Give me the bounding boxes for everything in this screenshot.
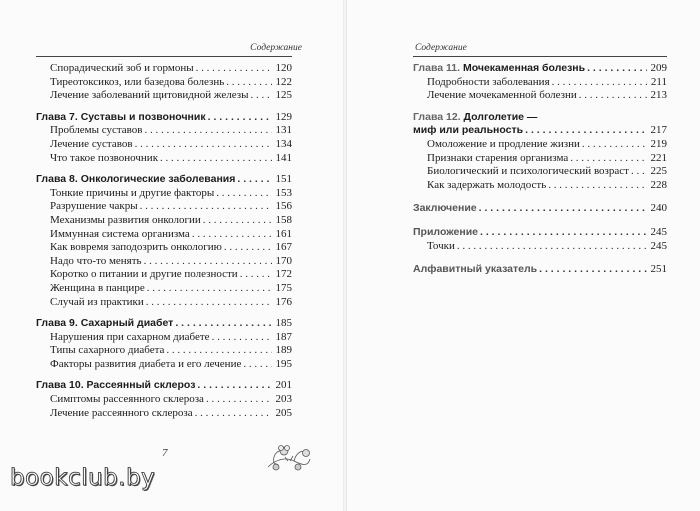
leader-dots xyxy=(548,179,647,193)
chapter-label: Глава 8. xyxy=(36,173,78,186)
leader-dots xyxy=(570,152,647,166)
page-ref: 141 xyxy=(275,151,292,164)
header-rule xyxy=(413,56,667,57)
page-ref: 189 xyxy=(275,344,292,357)
leader-dots xyxy=(552,76,647,90)
leader-dots xyxy=(539,263,647,277)
page-ref: 122 xyxy=(275,75,292,88)
leader-dots xyxy=(144,255,272,269)
watermark-logo: bookclub.by xyxy=(10,465,156,491)
toc-entry[interactable] xyxy=(36,89,292,103)
entry-title: Случай из практики xyxy=(50,295,144,308)
toc-entry[interactable] xyxy=(36,393,292,407)
entry-title: Как задержать молодость xyxy=(427,178,547,191)
page-ref: 245 xyxy=(650,225,667,238)
toc-entry[interactable] xyxy=(36,296,292,310)
entry-title: Иммунная система организма xyxy=(50,227,190,240)
toc-entry[interactable] xyxy=(36,124,292,138)
entry-title: Подробности заболевания xyxy=(427,75,550,88)
toc-entry[interactable] xyxy=(36,358,292,372)
chapter-title-line1: Долголетие — xyxy=(463,110,538,123)
entry-title: Факторы развития диабета и его лечение xyxy=(50,357,242,370)
toc-entry[interactable] xyxy=(413,76,667,90)
entry-title: Разрушение чакры xyxy=(50,200,138,213)
leader-dots xyxy=(206,393,272,407)
leader-dots xyxy=(196,62,272,76)
toc-chapter-11[interactable] xyxy=(413,62,667,76)
leader-dots xyxy=(226,76,272,90)
toc-entry[interactable] xyxy=(36,282,292,296)
floral-ornament-icon xyxy=(264,437,312,475)
toc-entry[interactable] xyxy=(36,344,292,358)
leader-dots xyxy=(197,379,272,393)
chapter-label: Глава 9. xyxy=(36,317,78,330)
toc-chapter[interactable] xyxy=(36,317,292,331)
page-ref: 161 xyxy=(275,227,292,240)
page-ref: 228 xyxy=(650,178,667,191)
toc-entry[interactable] xyxy=(413,179,667,193)
toc-entry[interactable] xyxy=(36,255,292,269)
entry-title: Тонкие причины и другие факторы xyxy=(50,186,215,199)
page-ref: 240 xyxy=(650,202,667,215)
page-ref: 131 xyxy=(275,124,292,137)
page-ref: 172 xyxy=(275,268,292,281)
page-ref: 185 xyxy=(275,317,292,330)
toc-entry[interactable] xyxy=(413,240,667,254)
page-ref: 245 xyxy=(650,239,667,252)
leader-dots xyxy=(579,89,647,103)
page-ref: 158 xyxy=(275,213,292,226)
chapter-label: Глава 12. xyxy=(413,110,461,123)
entry-title: Механизмы развития онкологии xyxy=(50,213,201,226)
toc-entry[interactable] xyxy=(36,200,292,214)
leader-dots xyxy=(192,228,272,242)
chapter-title: Мочекаменная болезнь xyxy=(462,62,586,74)
leader-dots xyxy=(140,200,272,214)
entry-title: Лечение заболеваний щитовидной железы xyxy=(50,89,249,102)
toc-entry[interactable] xyxy=(36,241,292,255)
toc-conclusion[interactable] xyxy=(413,202,667,216)
toc-entry[interactable] xyxy=(413,152,667,166)
page-ref: 125 xyxy=(275,89,292,102)
right-page xyxy=(346,0,700,511)
leader-dots xyxy=(203,214,272,228)
leader-dots xyxy=(582,138,647,152)
page-ref: 213 xyxy=(650,89,667,102)
toc-entry[interactable] xyxy=(36,268,292,282)
toc-entry[interactable] xyxy=(36,138,292,152)
toc-chapter[interactable] xyxy=(36,173,292,187)
entry-title: Лечение рассеянного склероза xyxy=(50,406,193,419)
page-ref: 153 xyxy=(275,186,292,199)
leader-dots xyxy=(216,187,272,201)
leader-dots xyxy=(240,268,272,282)
toc-entry[interactable] xyxy=(36,214,292,228)
chapter-title: Рассеянный склероз xyxy=(86,379,196,392)
leader-dots xyxy=(237,173,272,187)
entry-title: Проблемы суставов xyxy=(50,124,143,137)
toc-appendix[interactable] xyxy=(413,226,667,240)
toc-entry[interactable] xyxy=(413,89,667,103)
page-number: 7 xyxy=(162,447,168,459)
page-ref: 170 xyxy=(275,254,292,267)
page-ref: 209 xyxy=(650,62,667,74)
leader-dots xyxy=(175,317,272,331)
running-head: Содержание xyxy=(415,43,467,53)
chapter-label: Глава 10. xyxy=(36,379,84,392)
toc-list xyxy=(36,62,292,420)
toc-entry[interactable] xyxy=(413,165,667,179)
page-ref: 251 xyxy=(650,263,667,276)
toc-entry[interactable] xyxy=(36,407,292,421)
entry-title: Женщина в панцире xyxy=(50,281,145,294)
entry-title: Точки xyxy=(427,239,455,252)
leader-dots xyxy=(480,226,647,240)
entry-title: Тиреотоксикоз, или базедова болезнь xyxy=(50,75,225,88)
entry-title: Приложение xyxy=(413,225,479,238)
page-ref: 151 xyxy=(275,173,292,186)
entry-title: Лечение мочекаменной болезни xyxy=(427,89,577,102)
leader-dots xyxy=(587,62,647,76)
toc-chapter-12[interactable] xyxy=(413,111,667,138)
toc-entry[interactable] xyxy=(36,62,292,76)
entry-title: Нарушения при сахарном диабете xyxy=(50,330,210,343)
entry-title: Спорадический зоб и гормоны xyxy=(50,62,194,74)
leader-dots xyxy=(195,407,272,421)
entry-title: Алфавитный указатель xyxy=(413,263,538,276)
page-ref: 129 xyxy=(275,110,292,123)
leader-dots xyxy=(479,202,647,216)
toc-entry[interactable] xyxy=(413,138,667,152)
leader-dots xyxy=(224,241,272,255)
page-ref: 201 xyxy=(275,379,292,392)
toc-entry[interactable] xyxy=(36,152,292,166)
toc-entry[interactable] xyxy=(36,76,292,90)
page-ref: 221 xyxy=(650,151,667,164)
page-ref: 187 xyxy=(275,330,292,343)
page-ref: 156 xyxy=(275,200,292,213)
toc-entry[interactable] xyxy=(36,331,292,345)
running-head: Содержание xyxy=(250,43,302,53)
leader-dots xyxy=(208,111,272,125)
toc-list xyxy=(413,62,667,277)
page-ref: 175 xyxy=(275,281,292,294)
leader-dots xyxy=(243,358,272,372)
entry-title: Биологический и психологический возраст xyxy=(427,165,629,178)
page-ref: 205 xyxy=(275,406,292,419)
page-ref: 176 xyxy=(275,295,292,308)
page-ref: 120 xyxy=(275,62,292,74)
leader-dots xyxy=(166,344,272,358)
leader-dots xyxy=(251,89,272,103)
leader-dots xyxy=(457,240,647,254)
leader-dots xyxy=(147,282,272,296)
entry-title: Признаки старения организма xyxy=(427,151,569,164)
entry-title: Симптомы рассеянного склероза xyxy=(50,393,204,406)
entry-title: Коротко о питании и другие полезности xyxy=(50,268,238,281)
chapter-title: Суставы и позвоночник xyxy=(80,110,206,123)
leader-dots xyxy=(145,124,273,138)
chapter-title: Сахарный диабет xyxy=(80,317,174,330)
page-ref: 219 xyxy=(650,137,667,150)
chapter-label: Глава 11. xyxy=(413,62,461,74)
toc-chapter[interactable] xyxy=(36,111,292,125)
page-ref: 217 xyxy=(650,124,667,137)
leader-dots xyxy=(631,165,647,179)
entry-title: Как вовремя заподозрить онкологию xyxy=(50,241,222,254)
page-ref: 225 xyxy=(650,165,667,178)
entry-title: Заключение xyxy=(413,202,477,215)
leader-dots xyxy=(146,296,272,310)
entry-title: Омоложение и продление жизни xyxy=(427,137,580,150)
page-ref: 134 xyxy=(275,137,292,150)
leader-dots xyxy=(135,138,272,152)
chapter-title: Онкологические заболевания xyxy=(80,173,236,186)
toc-index[interactable] xyxy=(413,263,667,277)
left-page xyxy=(0,0,345,511)
toc-entry[interactable] xyxy=(36,228,292,242)
leader-dots xyxy=(525,124,647,138)
header-rule xyxy=(36,56,292,57)
entry-title: Лечение суставов xyxy=(50,137,133,150)
page-ref: 195 xyxy=(275,357,292,370)
entry-title: Типы сахарного диабета xyxy=(50,344,165,357)
leader-dots xyxy=(160,152,272,166)
chapter-label: Глава 7. xyxy=(36,110,78,123)
entry-title: Надо что-то менять xyxy=(50,254,142,267)
toc-entry[interactable] xyxy=(36,187,292,201)
toc-chapter[interactable] xyxy=(36,379,292,393)
page-ref: 167 xyxy=(275,241,292,254)
chapter-title-line2: миф или реальность xyxy=(413,124,524,137)
entry-title: Что такое позвоночник xyxy=(50,151,159,164)
leader-dots xyxy=(212,331,272,345)
page-ref: 211 xyxy=(650,75,667,88)
page-ref: 203 xyxy=(275,393,292,406)
